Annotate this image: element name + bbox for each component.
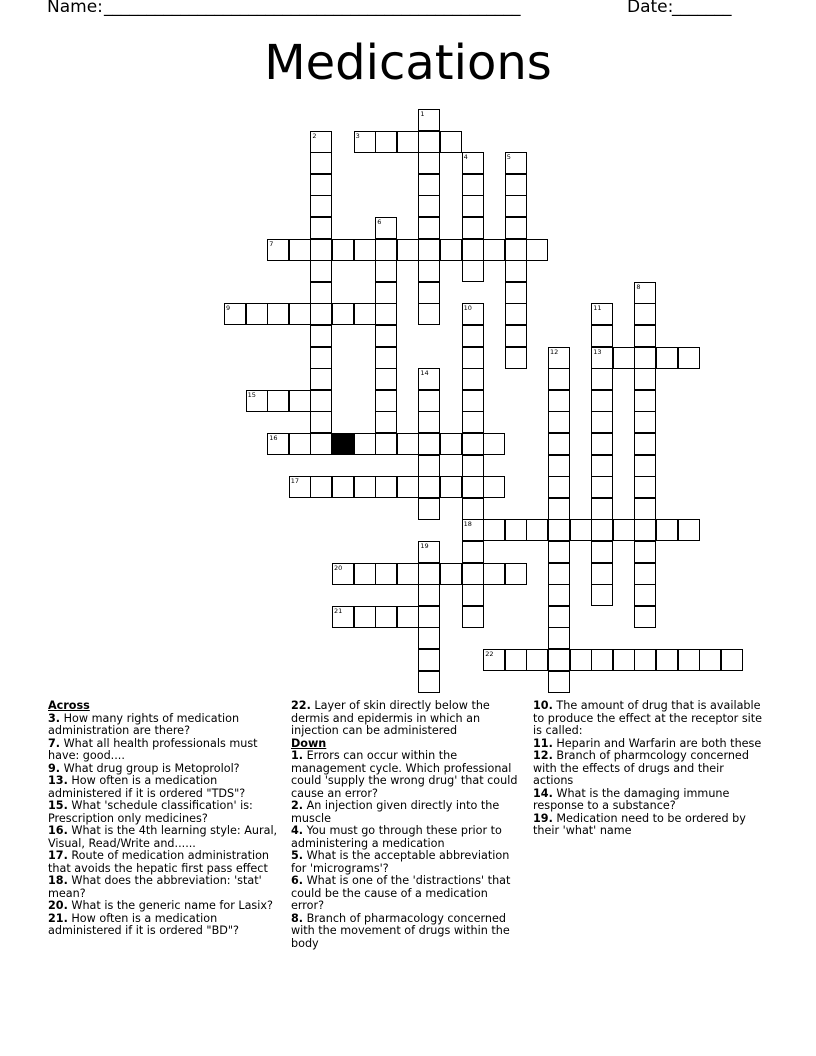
clue-number: 18. bbox=[48, 874, 68, 887]
clue-text: What is the acceptable abbreviation for 'micrograms'? bbox=[291, 849, 510, 875]
grid-cell[interactable] bbox=[634, 282, 656, 304]
grid-cell[interactable] bbox=[634, 606, 656, 628]
grid-cell[interactable] bbox=[548, 411, 570, 433]
grid-cell[interactable] bbox=[440, 433, 462, 455]
grid-cell[interactable] bbox=[354, 476, 376, 498]
grid-cell[interactable] bbox=[332, 303, 354, 325]
cell-number: 10 bbox=[463, 304, 472, 313]
grid-cell[interactable] bbox=[375, 606, 397, 628]
grid-cell[interactable] bbox=[440, 563, 462, 585]
grid-cell[interactable] bbox=[678, 347, 700, 369]
grid-cell[interactable] bbox=[397, 433, 419, 455]
grid-cell[interactable] bbox=[634, 368, 656, 390]
clue-across-18 bbox=[48, 875, 278, 900]
grid-cell[interactable] bbox=[332, 563, 354, 585]
grid-cell[interactable] bbox=[224, 303, 246, 325]
grid-cell[interactable] bbox=[310, 325, 332, 347]
grid-cell[interactable] bbox=[375, 347, 397, 369]
cell-number: 13 bbox=[593, 347, 602, 356]
grid-cell[interactable] bbox=[289, 476, 311, 498]
grid-cell[interactable] bbox=[634, 584, 656, 606]
clue-number: 9. bbox=[48, 761, 61, 775]
grid-cell[interactable] bbox=[526, 649, 548, 671]
clues-column-2 bbox=[291, 700, 523, 950]
clue-text: What is the generic name for Lasix? bbox=[71, 899, 273, 912]
grid-cell[interactable] bbox=[462, 152, 484, 174]
grid-cell[interactable] bbox=[548, 584, 570, 606]
grid-cell[interactable] bbox=[634, 325, 656, 347]
grid-cell[interactable] bbox=[418, 174, 440, 196]
clue-number: 12. bbox=[533, 749, 553, 762]
cell-number: 9 bbox=[226, 304, 231, 313]
grid-cell[interactable] bbox=[721, 649, 743, 671]
cell-number: 16 bbox=[269, 434, 278, 442]
grid-cell[interactable] bbox=[591, 368, 613, 390]
clue-number: 21. bbox=[48, 911, 68, 925]
grid-cell[interactable] bbox=[418, 217, 440, 239]
grid-cell[interactable] bbox=[462, 303, 484, 325]
grid-cell[interactable] bbox=[678, 649, 700, 671]
grid-cell[interactable] bbox=[505, 325, 527, 347]
clues-column-3 bbox=[533, 700, 763, 838]
clue-across-7 bbox=[48, 738, 278, 763]
clue-number: 10. bbox=[533, 699, 553, 712]
clue-down-2 bbox=[291, 800, 523, 825]
grid-cell[interactable] bbox=[267, 239, 289, 261]
grid-cell[interactable] bbox=[591, 476, 613, 498]
grid-cell[interactable] bbox=[246, 390, 268, 412]
grid-cell[interactable] bbox=[375, 260, 397, 282]
grid-cell[interactable] bbox=[418, 411, 440, 433]
grid-cell[interactable] bbox=[591, 498, 613, 520]
grid-cell[interactable] bbox=[505, 282, 527, 304]
grid-cell[interactable] bbox=[440, 239, 462, 261]
grid-cell[interactable] bbox=[548, 671, 570, 693]
grid-cell[interactable] bbox=[591, 649, 613, 671]
grid-cell[interactable] bbox=[634, 433, 656, 455]
grid-cell[interactable] bbox=[591, 563, 613, 585]
clue-text: How often is a medication administered if it is ordered "BD"? bbox=[48, 911, 239, 937]
grid-cell[interactable] bbox=[418, 476, 440, 498]
grid-cell[interactable] bbox=[634, 649, 656, 671]
grid-cell[interactable] bbox=[418, 109, 440, 131]
grid-cell[interactable] bbox=[462, 325, 484, 347]
grid-cell[interactable] bbox=[375, 390, 397, 412]
cell-number: 15 bbox=[247, 390, 256, 399]
grid-cell[interactable] bbox=[354, 563, 376, 585]
grid-cell[interactable] bbox=[310, 260, 332, 282]
grid-cell[interactable] bbox=[462, 347, 484, 369]
clue-text: Heparin and Warfarin are both these bbox=[556, 736, 762, 750]
clue-across-16 bbox=[48, 825, 278, 850]
grid-cell[interactable] bbox=[332, 476, 354, 498]
grid-cell[interactable] bbox=[375, 282, 397, 304]
cell-number: 12 bbox=[550, 347, 559, 356]
grid-cell[interactable] bbox=[678, 519, 700, 541]
grid-cell[interactable] bbox=[354, 303, 376, 325]
grid-cell[interactable] bbox=[548, 476, 570, 498]
grid-cell[interactable] bbox=[591, 455, 613, 477]
cell-number: 18 bbox=[463, 520, 472, 529]
clue-down-5 bbox=[291, 850, 523, 875]
grid-cell[interactable] bbox=[310, 174, 332, 196]
grid-cell[interactable] bbox=[505, 260, 527, 282]
grid-cell[interactable] bbox=[462, 217, 484, 239]
grid-cell[interactable] bbox=[548, 541, 570, 563]
grid-cell[interactable] bbox=[505, 519, 527, 541]
grid-cell[interactable] bbox=[418, 541, 440, 563]
grid-cell[interactable] bbox=[375, 563, 397, 585]
grid-cell[interactable] bbox=[310, 368, 332, 390]
grid-cell[interactable] bbox=[310, 476, 332, 498]
grid-cell[interactable] bbox=[462, 174, 484, 196]
grid-cell[interactable] bbox=[591, 433, 613, 455]
grid-cell[interactable] bbox=[310, 347, 332, 369]
grid-cell[interactable] bbox=[418, 368, 440, 390]
clue-across-22 bbox=[291, 700, 523, 738]
cell-number: 17 bbox=[290, 477, 300, 486]
grid-cell[interactable] bbox=[656, 519, 678, 541]
clue-number: 14. bbox=[533, 786, 553, 800]
grid-cell[interactable] bbox=[548, 563, 570, 585]
clue-text: Branch of pharmcology concerned with the effects of drugs and their actions bbox=[533, 749, 749, 787]
cell-number: 21 bbox=[334, 606, 343, 615]
name-field[interactable]: _________________________________________________ bbox=[104, 0, 521, 17]
grid-cell[interactable] bbox=[462, 606, 484, 628]
grid-cell[interactable] bbox=[634, 563, 656, 585]
clue-number: 15. bbox=[48, 799, 68, 812]
down-heading: Down bbox=[291, 736, 327, 750]
clue-number: 3. bbox=[48, 711, 61, 725]
grid-cell[interactable] bbox=[548, 649, 570, 671]
grid-cell[interactable] bbox=[418, 455, 440, 477]
cell-number: 5 bbox=[506, 153, 511, 162]
grid-cell[interactable] bbox=[505, 303, 527, 325]
grid-cell[interactable] bbox=[634, 347, 656, 369]
clue-number: 19. bbox=[533, 811, 553, 825]
grid-cell[interactable] bbox=[613, 347, 635, 369]
grid-cell[interactable] bbox=[613, 519, 635, 541]
grid-cell[interactable] bbox=[397, 606, 419, 628]
clue-text: Route of medication administration that avoids the hepatic first pass effect bbox=[48, 849, 270, 875]
grid-cell[interactable] bbox=[634, 519, 656, 541]
clue-down-6 bbox=[291, 875, 523, 913]
grid-cell[interactable] bbox=[526, 519, 548, 541]
grid-cell[interactable] bbox=[505, 174, 527, 196]
clue-number: 6. bbox=[291, 874, 304, 887]
clue-text: How many rights of medication administration are there? bbox=[48, 711, 240, 737]
grid-cell[interactable] bbox=[418, 303, 440, 325]
grid-cell[interactable] bbox=[570, 649, 592, 671]
clue-number: 2. bbox=[291, 799, 304, 812]
grid-cell[interactable] bbox=[483, 433, 505, 455]
grid-cell[interactable] bbox=[462, 260, 484, 282]
grid-cell[interactable] bbox=[332, 606, 354, 628]
clue-text: An injection given directly into the muscle bbox=[291, 799, 500, 825]
grid-cell[interactable] bbox=[310, 195, 332, 217]
grid-cell[interactable] bbox=[462, 476, 484, 498]
grid-cell[interactable] bbox=[462, 239, 484, 261]
grid-cell[interactable] bbox=[548, 368, 570, 390]
grid-cell[interactable] bbox=[375, 131, 397, 153]
clue-across-15 bbox=[48, 800, 278, 825]
cell-number: 4 bbox=[463, 153, 468, 162]
clue-number: 16. bbox=[48, 824, 68, 837]
grid-cell[interactable] bbox=[418, 671, 440, 693]
grid-cell[interactable] bbox=[440, 476, 462, 498]
grid-cell[interactable] bbox=[505, 152, 527, 174]
grid-cell[interactable] bbox=[505, 347, 527, 369]
grid-cell[interactable] bbox=[699, 649, 721, 671]
clue-across-21 bbox=[48, 913, 278, 938]
grid-cell[interactable] bbox=[310, 433, 332, 455]
clue-down-1 bbox=[291, 750, 523, 800]
grid-cell[interactable] bbox=[462, 498, 484, 520]
clue-down-10 bbox=[533, 700, 763, 738]
grid-cell[interactable] bbox=[548, 433, 570, 455]
grid-cell[interactable] bbox=[289, 303, 311, 325]
grid-cell[interactable] bbox=[397, 563, 419, 585]
clue-text: The amount of drug that is available to produce the effect at the receptor site is called: bbox=[533, 699, 763, 737]
clue-down-14 bbox=[533, 788, 763, 813]
across-heading: Across bbox=[48, 699, 90, 712]
grid-cell[interactable] bbox=[267, 390, 289, 412]
clue-text: Errors can occur within the management cycle. Which professional could 'supply the wrong drug' that could cause an error? bbox=[291, 749, 518, 800]
grid-cell[interactable] bbox=[462, 584, 484, 606]
grid-cell[interactable] bbox=[418, 260, 440, 282]
grid-cell[interactable] bbox=[310, 282, 332, 304]
grid-cell[interactable] bbox=[656, 347, 678, 369]
grid-cell[interactable] bbox=[375, 476, 397, 498]
grid-cell[interactable] bbox=[418, 563, 440, 585]
grid-cell[interactable] bbox=[354, 239, 376, 261]
clue-text: Branch of pharmacology concerned with the movement of drugs within the body bbox=[291, 911, 510, 950]
cell-number: 7 bbox=[269, 239, 274, 248]
grid-cell[interactable] bbox=[634, 390, 656, 412]
grid-cell[interactable] bbox=[483, 239, 505, 261]
grid-cell[interactable] bbox=[418, 282, 440, 304]
grid-cell[interactable] bbox=[483, 563, 505, 585]
grid-cell[interactable] bbox=[505, 649, 527, 671]
grid-cell[interactable] bbox=[267, 303, 289, 325]
grid-cell[interactable] bbox=[634, 498, 656, 520]
name-label: Name: bbox=[47, 0, 103, 17]
grid-cell[interactable] bbox=[397, 239, 419, 261]
clue-number: 7. bbox=[48, 736, 61, 750]
clue-number: 8. bbox=[291, 911, 304, 925]
cell-number: 3 bbox=[355, 131, 360, 140]
grid-cell[interactable] bbox=[505, 195, 527, 217]
grid-cell[interactable] bbox=[332, 239, 354, 261]
grid-cell[interactable] bbox=[462, 368, 484, 390]
grid-cell[interactable] bbox=[613, 649, 635, 671]
grid-cell[interactable] bbox=[548, 627, 570, 649]
grid-cell[interactable] bbox=[634, 303, 656, 325]
puzzle-title: Medications bbox=[264, 35, 552, 91]
clue-number: 5. bbox=[291, 849, 304, 862]
clue-down-19 bbox=[533, 813, 763, 838]
cell-number: 8 bbox=[636, 282, 641, 291]
grid-cell[interactable] bbox=[505, 217, 527, 239]
grid-cell[interactable] bbox=[526, 239, 548, 261]
grid-cell[interactable] bbox=[462, 563, 484, 585]
grid-cell[interactable] bbox=[418, 498, 440, 520]
grid-cell[interactable] bbox=[267, 433, 289, 455]
grid-cell[interactable] bbox=[397, 476, 419, 498]
grid-cell[interactable] bbox=[570, 519, 592, 541]
grid-cell[interactable] bbox=[656, 649, 678, 671]
cell-number: 11 bbox=[593, 304, 602, 313]
black-cell bbox=[332, 433, 354, 455]
grid-cell[interactable] bbox=[310, 239, 332, 261]
grid-cell[interactable] bbox=[548, 498, 570, 520]
clue-text: What is one of the 'distractions' that could be the cause of a medication error? bbox=[291, 874, 511, 912]
clue-down-12 bbox=[533, 750, 763, 788]
grid-cell[interactable] bbox=[418, 152, 440, 174]
clue-number: 1. bbox=[291, 749, 304, 762]
grid-cell[interactable] bbox=[548, 519, 570, 541]
grid-cell[interactable] bbox=[397, 131, 419, 153]
grid-cell[interactable] bbox=[483, 519, 505, 541]
clue-across-17 bbox=[48, 850, 278, 875]
grid-cell[interactable] bbox=[310, 390, 332, 412]
grid-cell[interactable] bbox=[418, 584, 440, 606]
clue-text: What is the damaging immune response to a substance? bbox=[533, 786, 730, 812]
grid-cell[interactable] bbox=[505, 563, 527, 585]
grid-cell[interactable] bbox=[591, 303, 613, 325]
grid-cell[interactable] bbox=[310, 217, 332, 239]
grid-cell[interactable] bbox=[483, 476, 505, 498]
grid-cell[interactable] bbox=[462, 390, 484, 412]
grid-cell[interactable] bbox=[375, 217, 397, 239]
grid-cell[interactable] bbox=[418, 606, 440, 628]
cell-number: 2 bbox=[312, 131, 317, 140]
grid-cell[interactable] bbox=[418, 390, 440, 412]
clue-text: How often is a medication administered if it is ordered "TDS"? bbox=[48, 774, 246, 800]
grid-cell[interactable] bbox=[591, 390, 613, 412]
grid-cell[interactable] bbox=[375, 325, 397, 347]
grid-cell[interactable] bbox=[505, 239, 527, 261]
clue-text: What 'schedule classification' is: Prescription only medicines? bbox=[48, 799, 253, 825]
grid-cell[interactable] bbox=[591, 584, 613, 606]
grid-cell[interactable] bbox=[289, 390, 311, 412]
cell-number: 14 bbox=[420, 369, 429, 378]
grid-cell[interactable] bbox=[462, 519, 484, 541]
cell-number: 22 bbox=[485, 650, 494, 658]
grid-cell[interactable] bbox=[483, 649, 505, 671]
grid-cell[interactable] bbox=[462, 541, 484, 563]
clue-text: What is the 4th learning style: Aural, Visual, Read/Write and...... bbox=[48, 824, 278, 850]
clues-column-1 bbox=[48, 700, 278, 938]
grid-cell[interactable] bbox=[418, 649, 440, 671]
clue-across-3 bbox=[48, 713, 278, 738]
grid-cell[interactable] bbox=[354, 433, 376, 455]
grid-cell[interactable] bbox=[591, 411, 613, 433]
grid-cell[interactable] bbox=[375, 239, 397, 261]
grid-cell[interactable] bbox=[462, 433, 484, 455]
clue-text: Medication need to be ordered by their 'what' name bbox=[533, 811, 746, 837]
grid-cell[interactable] bbox=[634, 541, 656, 563]
clue-number: 17. bbox=[48, 849, 68, 862]
cell-number: 6 bbox=[377, 218, 382, 226]
grid-cell[interactable] bbox=[354, 606, 376, 628]
grid-cell[interactable] bbox=[310, 411, 332, 433]
grid-cell[interactable] bbox=[548, 606, 570, 628]
clue-text: What all health professionals must have: good.... bbox=[48, 736, 258, 762]
date-field[interactable]: _______ bbox=[672, 0, 732, 17]
grid-cell[interactable] bbox=[310, 303, 332, 325]
grid-cell[interactable] bbox=[548, 390, 570, 412]
grid-cell[interactable] bbox=[310, 131, 332, 153]
grid-cell[interactable] bbox=[591, 519, 613, 541]
grid-cell[interactable] bbox=[418, 627, 440, 649]
clue-text: What does the abbreviation: 'stat' mean? bbox=[48, 874, 262, 900]
grid-cell[interactable] bbox=[418, 131, 440, 153]
grid-cell[interactable] bbox=[634, 476, 656, 498]
grid-cell[interactable] bbox=[418, 195, 440, 217]
grid-cell[interactable] bbox=[591, 347, 613, 369]
grid-cell[interactable] bbox=[354, 131, 376, 153]
cell-number: 1 bbox=[420, 110, 425, 118]
grid-cell[interactable] bbox=[591, 325, 613, 347]
grid-cell[interactable] bbox=[591, 541, 613, 563]
grid-cell[interactable] bbox=[548, 455, 570, 477]
grid-cell[interactable] bbox=[634, 411, 656, 433]
clue-down-4 bbox=[291, 825, 523, 850]
cell-number: 20 bbox=[334, 563, 343, 572]
clue-number: 4. bbox=[291, 824, 304, 837]
clue-across-13 bbox=[48, 775, 278, 800]
grid-cell[interactable] bbox=[375, 303, 397, 325]
grid-cell[interactable] bbox=[310, 152, 332, 174]
clue-number: 13. bbox=[48, 774, 68, 787]
grid-cell[interactable] bbox=[440, 131, 462, 153]
clue-text: What drug group is Metoprolol? bbox=[63, 761, 240, 775]
grid-cell[interactable] bbox=[289, 433, 311, 455]
grid-cell[interactable] bbox=[462, 411, 484, 433]
grid-cell[interactable] bbox=[462, 455, 484, 477]
grid-cell[interactable] bbox=[375, 411, 397, 433]
grid-cell[interactable] bbox=[375, 368, 397, 390]
grid-cell[interactable] bbox=[418, 239, 440, 261]
grid-cell[interactable] bbox=[246, 303, 268, 325]
grid-cell[interactable] bbox=[462, 195, 484, 217]
clue-text: You must go through these prior to administering a medication bbox=[291, 824, 502, 850]
clue-text: Layer of skin directly below the dermis and epidermis in which an injection can be administered bbox=[291, 699, 490, 737]
date-label: Date: bbox=[627, 0, 674, 17]
grid-cell[interactable] bbox=[289, 239, 311, 261]
clue-number: 11. bbox=[533, 736, 553, 750]
grid-cell[interactable] bbox=[548, 347, 570, 369]
clue-down-8 bbox=[291, 913, 523, 951]
grid-cell[interactable] bbox=[418, 433, 440, 455]
grid-cell[interactable] bbox=[375, 433, 397, 455]
clue-number: 20. bbox=[48, 899, 68, 912]
grid-cell[interactable] bbox=[634, 455, 656, 477]
clue-number: 22. bbox=[291, 699, 311, 712]
cell-number: 19 bbox=[420, 542, 429, 550]
